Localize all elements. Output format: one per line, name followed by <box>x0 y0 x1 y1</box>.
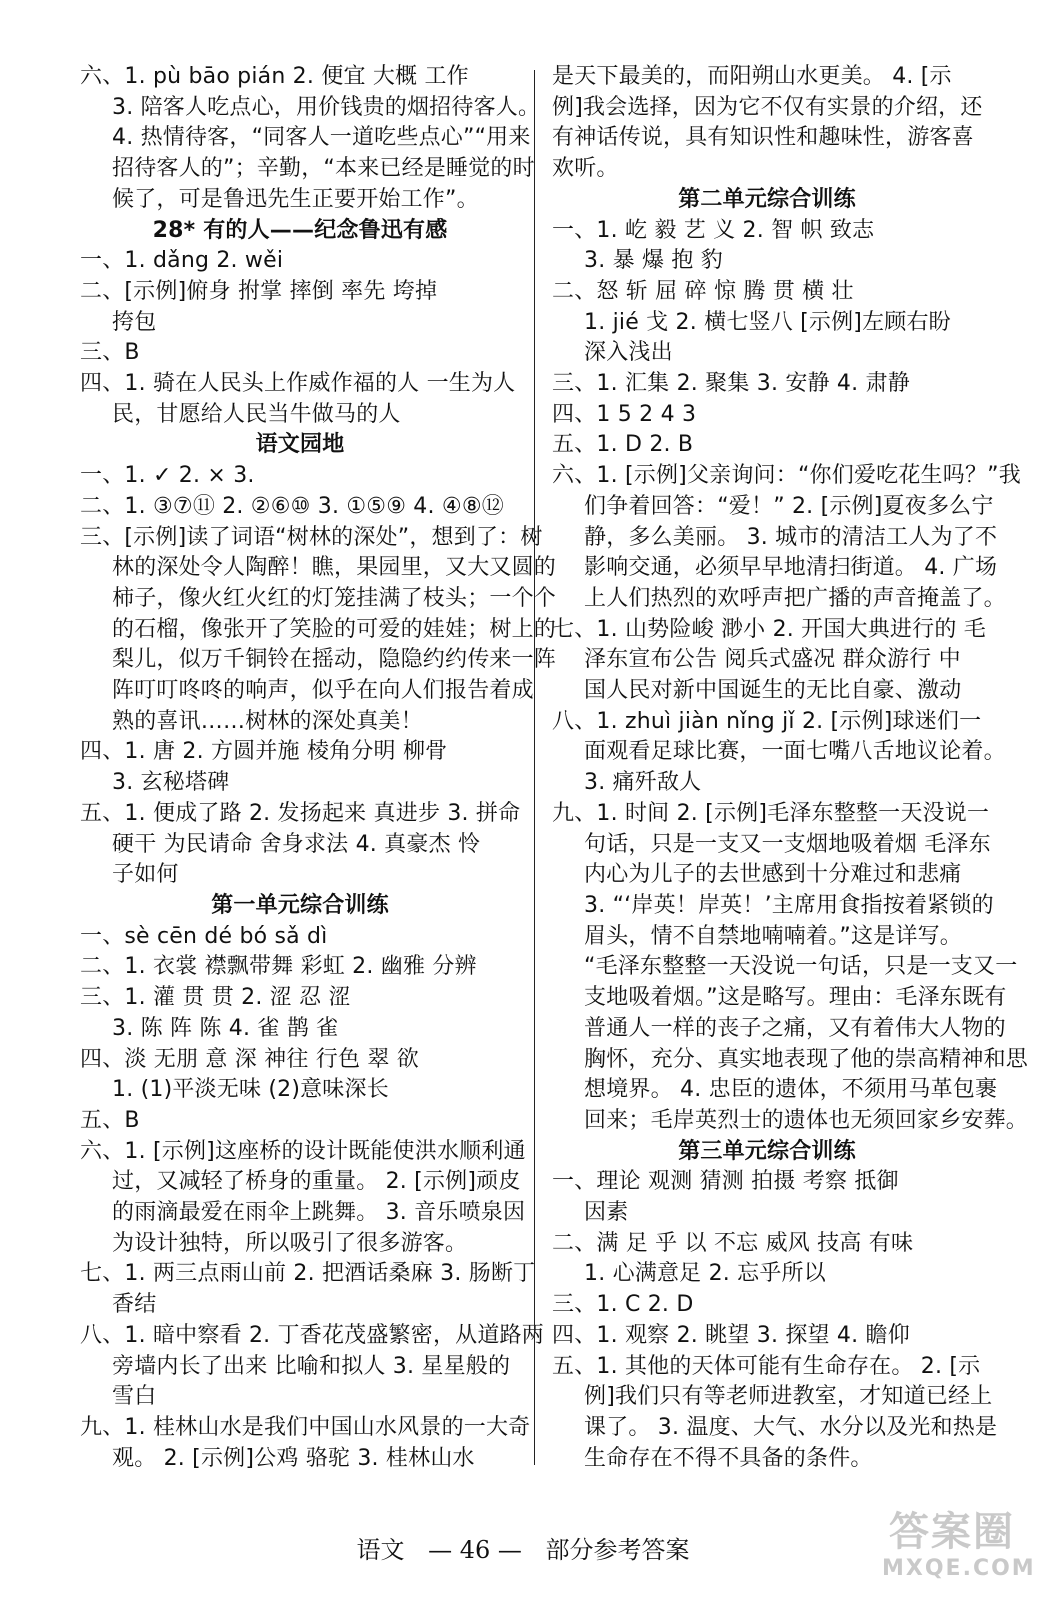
answer-line: 胸怀，充分、真实地表现了他的崇高精神和思 <box>584 1046 1029 1072</box>
answer-line: 六、1. pù bāo pián 2. 便宜 大概 工作 <box>80 64 469 89</box>
answer-line: 因素 <box>584 1200 629 1226</box>
answer-line: 林的深处令人陶醉！瞧，果园里，又大又圆的 <box>112 555 557 581</box>
answer-line: 面观看足球比赛，一面七嘴八舌地议论着。 <box>584 739 1006 765</box>
answer-line: 二、1. 衣裳 襟飘带舞 彩虹 2. 幽雅 分辨 <box>80 954 477 980</box>
answer-line: 四、淡 无朋 意 深 神往 行色 翠 欲 <box>80 1046 419 1072</box>
answer-line: 二、1. ③⑦⑪ 2. ②⑥⑩ 3. ①⑤⑨ 4. ④⑧⑫ <box>80 493 504 519</box>
answer-line: 柿子，像火红火红的灯笼挂满了枝头；一个个 <box>112 585 557 611</box>
answer-line: 三、[示例]读了词语“树林的深处”，想到了：树 <box>80 524 543 550</box>
answer-line: 3. “‘岸英！岸英！’主席用食指按着紧锁的 <box>584 892 994 918</box>
watermark-bottom: MXQE.COM <box>882 1556 1036 1581</box>
answer-line: 欢听。 <box>552 156 619 182</box>
answer-line: 一、1. dǎng 2. wěi <box>80 248 284 274</box>
answer-line: 雪白 <box>112 1384 157 1410</box>
answer-line: 三、1. 灌 贯 贯 2. 涩 忍 涩 <box>80 985 351 1011</box>
answer-line: 们争着回答：“爱！” 2. [示例]夏夜多么宁 <box>584 493 994 519</box>
watermark-top: 答案圈 <box>889 1509 1015 1555</box>
section-title: 语文园地 <box>255 432 345 458</box>
answer-line: 招待客人的”；辛勤，“本来已经是睡觉的时 <box>112 156 535 182</box>
answer-line: 3. 陈 阵 陈 4. 雀 鹊 雀 <box>112 1015 339 1041</box>
answer-line: 国人民对新中国诞生的无比自豪、激动 <box>584 678 962 704</box>
answer-line: 旁墙内长了出来 比喻和拟人 3. 星星般的 <box>112 1353 511 1379</box>
answer-line: 为设计独特，所以吸引了很多游客。 <box>112 1230 468 1256</box>
answer-line: 3. 暴 爆 抱 豹 <box>584 248 723 274</box>
answer-line: 一、1. 屹 毅 艺 义 2. 智 帜 致志 <box>552 217 875 243</box>
answer-line: 1. jié 戈 2. 横七竖八 [示例]左顾右盼 <box>584 309 951 335</box>
answer-line: 是天下最美的，而阳朔山水更美。 4. [示 <box>552 64 952 89</box>
footer-subject: 语文 <box>356 1536 405 1564</box>
footer-section: 部分参考答案 <box>545 1536 690 1564</box>
answer-line: 课了。 3. 温度、大气、水分以及光和热是 <box>584 1414 998 1440</box>
answer-line: 民，甘愿给人民当牛做马的人 <box>112 401 401 427</box>
answer-line: 一、理论 观测 猜测 拍摄 考察 抵御 <box>552 1169 899 1195</box>
section-title: 28* 有的人——纪念鲁迅有感 <box>152 217 448 243</box>
section-title: 第三单元综合训练 <box>678 1138 856 1164</box>
answer-line: 五、B <box>80 1107 140 1133</box>
right-column <box>552 62 1029 1474</box>
answer-line: 生命存在不得不具备的条件。 <box>584 1445 873 1471</box>
answer-line: 硬干 为民请命 舍身求法 4. 真豪杰 怜 <box>112 831 481 857</box>
answer-line: 4. 热情待客，“同客人一道吃些点心”“用来 <box>112 125 531 151</box>
answer-line: 例]我们只有等老师进教室，才知道已经上 <box>584 1384 993 1410</box>
answer-line: 二、[示例]俯身 拊掌 摔倒 率先 垮掉 <box>80 278 438 304</box>
column-divider <box>534 70 535 1465</box>
answer-line: 熟的喜讯……树林的深处真美！ <box>112 708 423 734</box>
answer-line: 一、1. ✓ 2. × 3. <box>80 463 255 489</box>
watermark-logo <box>882 1509 1036 1582</box>
answer-line: 的雨滴最爱在雨伞上跳舞。 3. 音乐喷泉因 <box>112 1200 526 1226</box>
answer-line: 观。 2. [示例]公鸡 骆驼 3. 桂林山水 <box>112 1445 475 1471</box>
answer-line: 影响交通，必须早早地清扫街道。 4. 广场 <box>584 555 998 581</box>
answer-line: 八、1. 暗中察看 2. 丁香花茂盛繁密，从道路两 <box>80 1322 544 1348</box>
answer-line: 深入浅出 <box>584 340 673 366</box>
answer-line: 五、1. D 2. B <box>552 432 694 458</box>
answer-line: 有神话传说，具有知识性和趣味性，游客喜 <box>552 125 974 151</box>
answer-line: 阵叮叮咚咚的响声，似乎在向人们报告着成 <box>112 678 534 704</box>
answer-line: 静，多么美丽。 3. 城市的清洁工人为了不 <box>584 524 998 550</box>
answer-line: 五、1. 其他的天体可能有生命存在。 2. [示 <box>552 1353 981 1379</box>
answer-line: 3. 陪客人吃点心，用价钱贵的烟招待客人。 <box>112 94 541 120</box>
answer-line: 1. (1)平淡无味 (2)意味深长 <box>112 1077 389 1103</box>
answer-line: 五、1. 便成了路 2. 发扬起来 真进步 3. 拼命 <box>80 800 521 826</box>
answer-line: 四、1. 骑在人民头上作威作福的人 一生为人 <box>80 371 516 397</box>
answer-line: 三、1. C 2. D <box>552 1292 694 1318</box>
answer-line: 七、1. 两三点雨山前 2. 把酒话桑麻 3. 肠断丁 <box>80 1261 536 1287</box>
answer-line: 支地吸着烟。”这是略写。理由：毛泽东既有 <box>584 985 1007 1011</box>
answer-line: 四、1. 唐 2. 方圆并施 棱角分明 柳骨 <box>80 739 448 765</box>
section-title: 第一单元综合训练 <box>211 892 389 918</box>
answer-line: 六、1. [示例]这座桥的设计既能使洪水顺利通 <box>80 1138 526 1164</box>
answer-line: 挎包 <box>112 309 157 335</box>
answer-line: 六、1. [示例]父亲询问：“你们爱吃花生吗？”我 <box>552 463 1021 489</box>
answer-line: 八、1. zhuì jiàn nǐng jǐ 2. [示例]球迷们一 <box>552 708 982 734</box>
answer-line: 眉头，情不自禁地喃喃着。”这是详写。 <box>584 923 962 949</box>
answer-line: 回来；毛岸英烈士的遗体也无须回家乡安葬。 <box>584 1107 1029 1133</box>
answer-line: 想境界。 4. 忠臣的遗体，不须用马革包裹 <box>584 1077 998 1103</box>
answer-line: 九、1. 桂林山水是我们中国山水风景的一大奇 <box>80 1414 531 1440</box>
answer-line: 二、怒 斩 屈 碎 惊 腾 贯 横 壮 <box>552 278 854 304</box>
answer-line: 梨儿，似万千铜铃在摇动，隐隐约约传来一阵 <box>112 647 557 673</box>
answer-line: 1. 心满意足 2. 忘乎所以 <box>584 1261 826 1287</box>
answer-line: “毛泽东整整一天没说一句话，只是一支又一 <box>584 954 1018 980</box>
answer-line: 过，又减轻了桥身的重量。 2. [示例]顽皮 <box>112 1169 521 1195</box>
section-title: 第二单元综合训练 <box>678 186 856 212</box>
page-number: — 46 — <box>428 1536 522 1564</box>
answer-line: 四、1. 观察 2. 眺望 3. 探望 4. 瞻仰 <box>552 1322 910 1348</box>
answer-line: 候了，可是鲁迅先生正要开始工作”。 <box>112 186 479 212</box>
answer-line: 一、sè cēn dé bó sǎ dì <box>80 923 328 949</box>
answer-line: 香结 <box>112 1292 157 1318</box>
answer-line: 上人们热烈的欢呼声把广播的声音掩盖了。 <box>584 585 1006 611</box>
answer-line: 泽东宣布公告 阅兵式盛况 群众游行 中 <box>584 647 961 673</box>
left-column <box>80 62 557 1474</box>
answer-line: 普通人一样的丧子之痛，又有着伟大人物的 <box>584 1015 1006 1041</box>
answer-line: 句话，只是一支又一支烟地吸着烟 毛泽东 <box>584 831 991 857</box>
answer-line: 四、1 5 2 4 3 <box>552 401 697 427</box>
answer-line: 3. 痛歼敌人 <box>584 770 702 796</box>
answer-line: 的石榴，像张开了笑脸的可爱的娃娃；树上的 <box>112 616 557 642</box>
answer-line: 3. 玄秘塔碑 <box>112 770 230 796</box>
answer-line: 七、1. 山势险峻 渺小 2. 开国大典进行的 毛 <box>552 616 986 642</box>
answer-line: 三、B <box>80 340 140 366</box>
answer-line: 三、1. 汇集 2. 聚集 3. 安静 4. 肃静 <box>552 371 910 397</box>
answer-line: 子如何 <box>112 862 179 888</box>
answer-line: 例]我会选择，因为它不仅有实景的介绍，还 <box>552 94 983 120</box>
answer-line: 二、满 足 乎 以 不忘 威风 技高 有味 <box>552 1230 914 1256</box>
answer-line: 内心为儿子的去世感到十分难过和悲痛 <box>584 862 962 888</box>
answer-line: 九、1. 时间 2. [示例]毛泽东整整一天没说一 <box>552 800 990 826</box>
